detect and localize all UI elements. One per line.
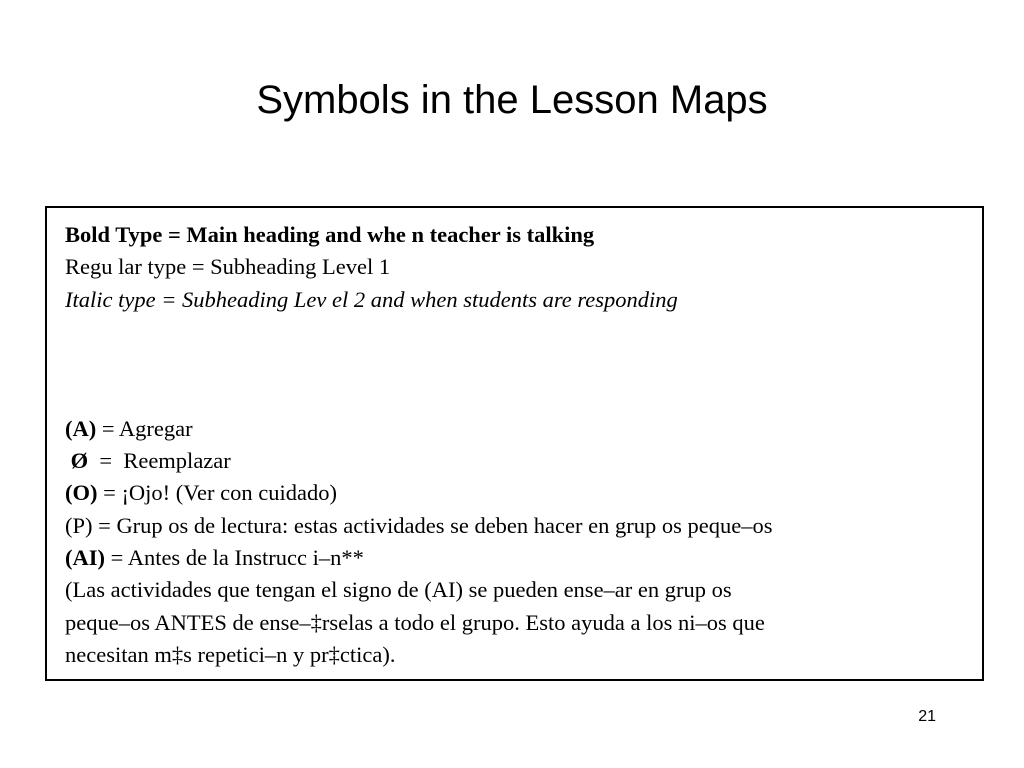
antes-instruccion-symbol-line	[65, 542, 965, 574]
slide-title: Symbols in the Lesson Maps	[256, 78, 768, 122]
page-number: 21	[918, 708, 936, 725]
legend-content	[65, 219, 965, 671]
ojo-symbol-line	[65, 477, 965, 509]
italic-type-description: Italic type = Subheading Lev el 2 and when students are responding	[65, 286, 678, 312]
agregar-meaning: = Agregar	[96, 415, 193, 441]
reemplazar-meaning: = Reemplazar	[88, 448, 231, 474]
antes-instruccion-meaning: = Antes de la Instrucc i–n**	[105, 544, 364, 570]
regular-type-description: Regu lar type = Subheading Level 1	[65, 254, 391, 280]
ai-note-line-2: peque–os ANTES de ense–‡rselas a todo el grupo. Esto ayuda a los ni–os que	[65, 609, 765, 635]
symbols-legend-box	[45, 206, 984, 681]
reemplazar-symbol: Ø	[65, 448, 89, 474]
agregar-symbol: (A)	[65, 415, 97, 441]
ojo-meaning: = ¡Ojo! (Ver con cuidado)	[97, 480, 337, 506]
ai-note-line-3: necesitan m‡s repetici–n y pr‡ctica).	[65, 641, 396, 667]
ai-note-line-1: (Las actividades que tengan el signo de (AI) se pueden ense–ar en grup os	[65, 577, 732, 603]
reemplazar-symbol-line	[65, 445, 965, 477]
agregar-symbol-line	[65, 413, 965, 445]
antes-instruccion-symbol: (AI)	[65, 544, 105, 570]
bold-type-description: Bold Type = Main heading and whe n teacher is talking	[65, 222, 595, 247]
spacer	[65, 316, 965, 413]
grupos-symbol-line: (P) = Grup os de lectura: estas actividades se deben hacer en grup os peque–os	[65, 512, 773, 538]
ojo-symbol: (O)	[65, 480, 98, 506]
